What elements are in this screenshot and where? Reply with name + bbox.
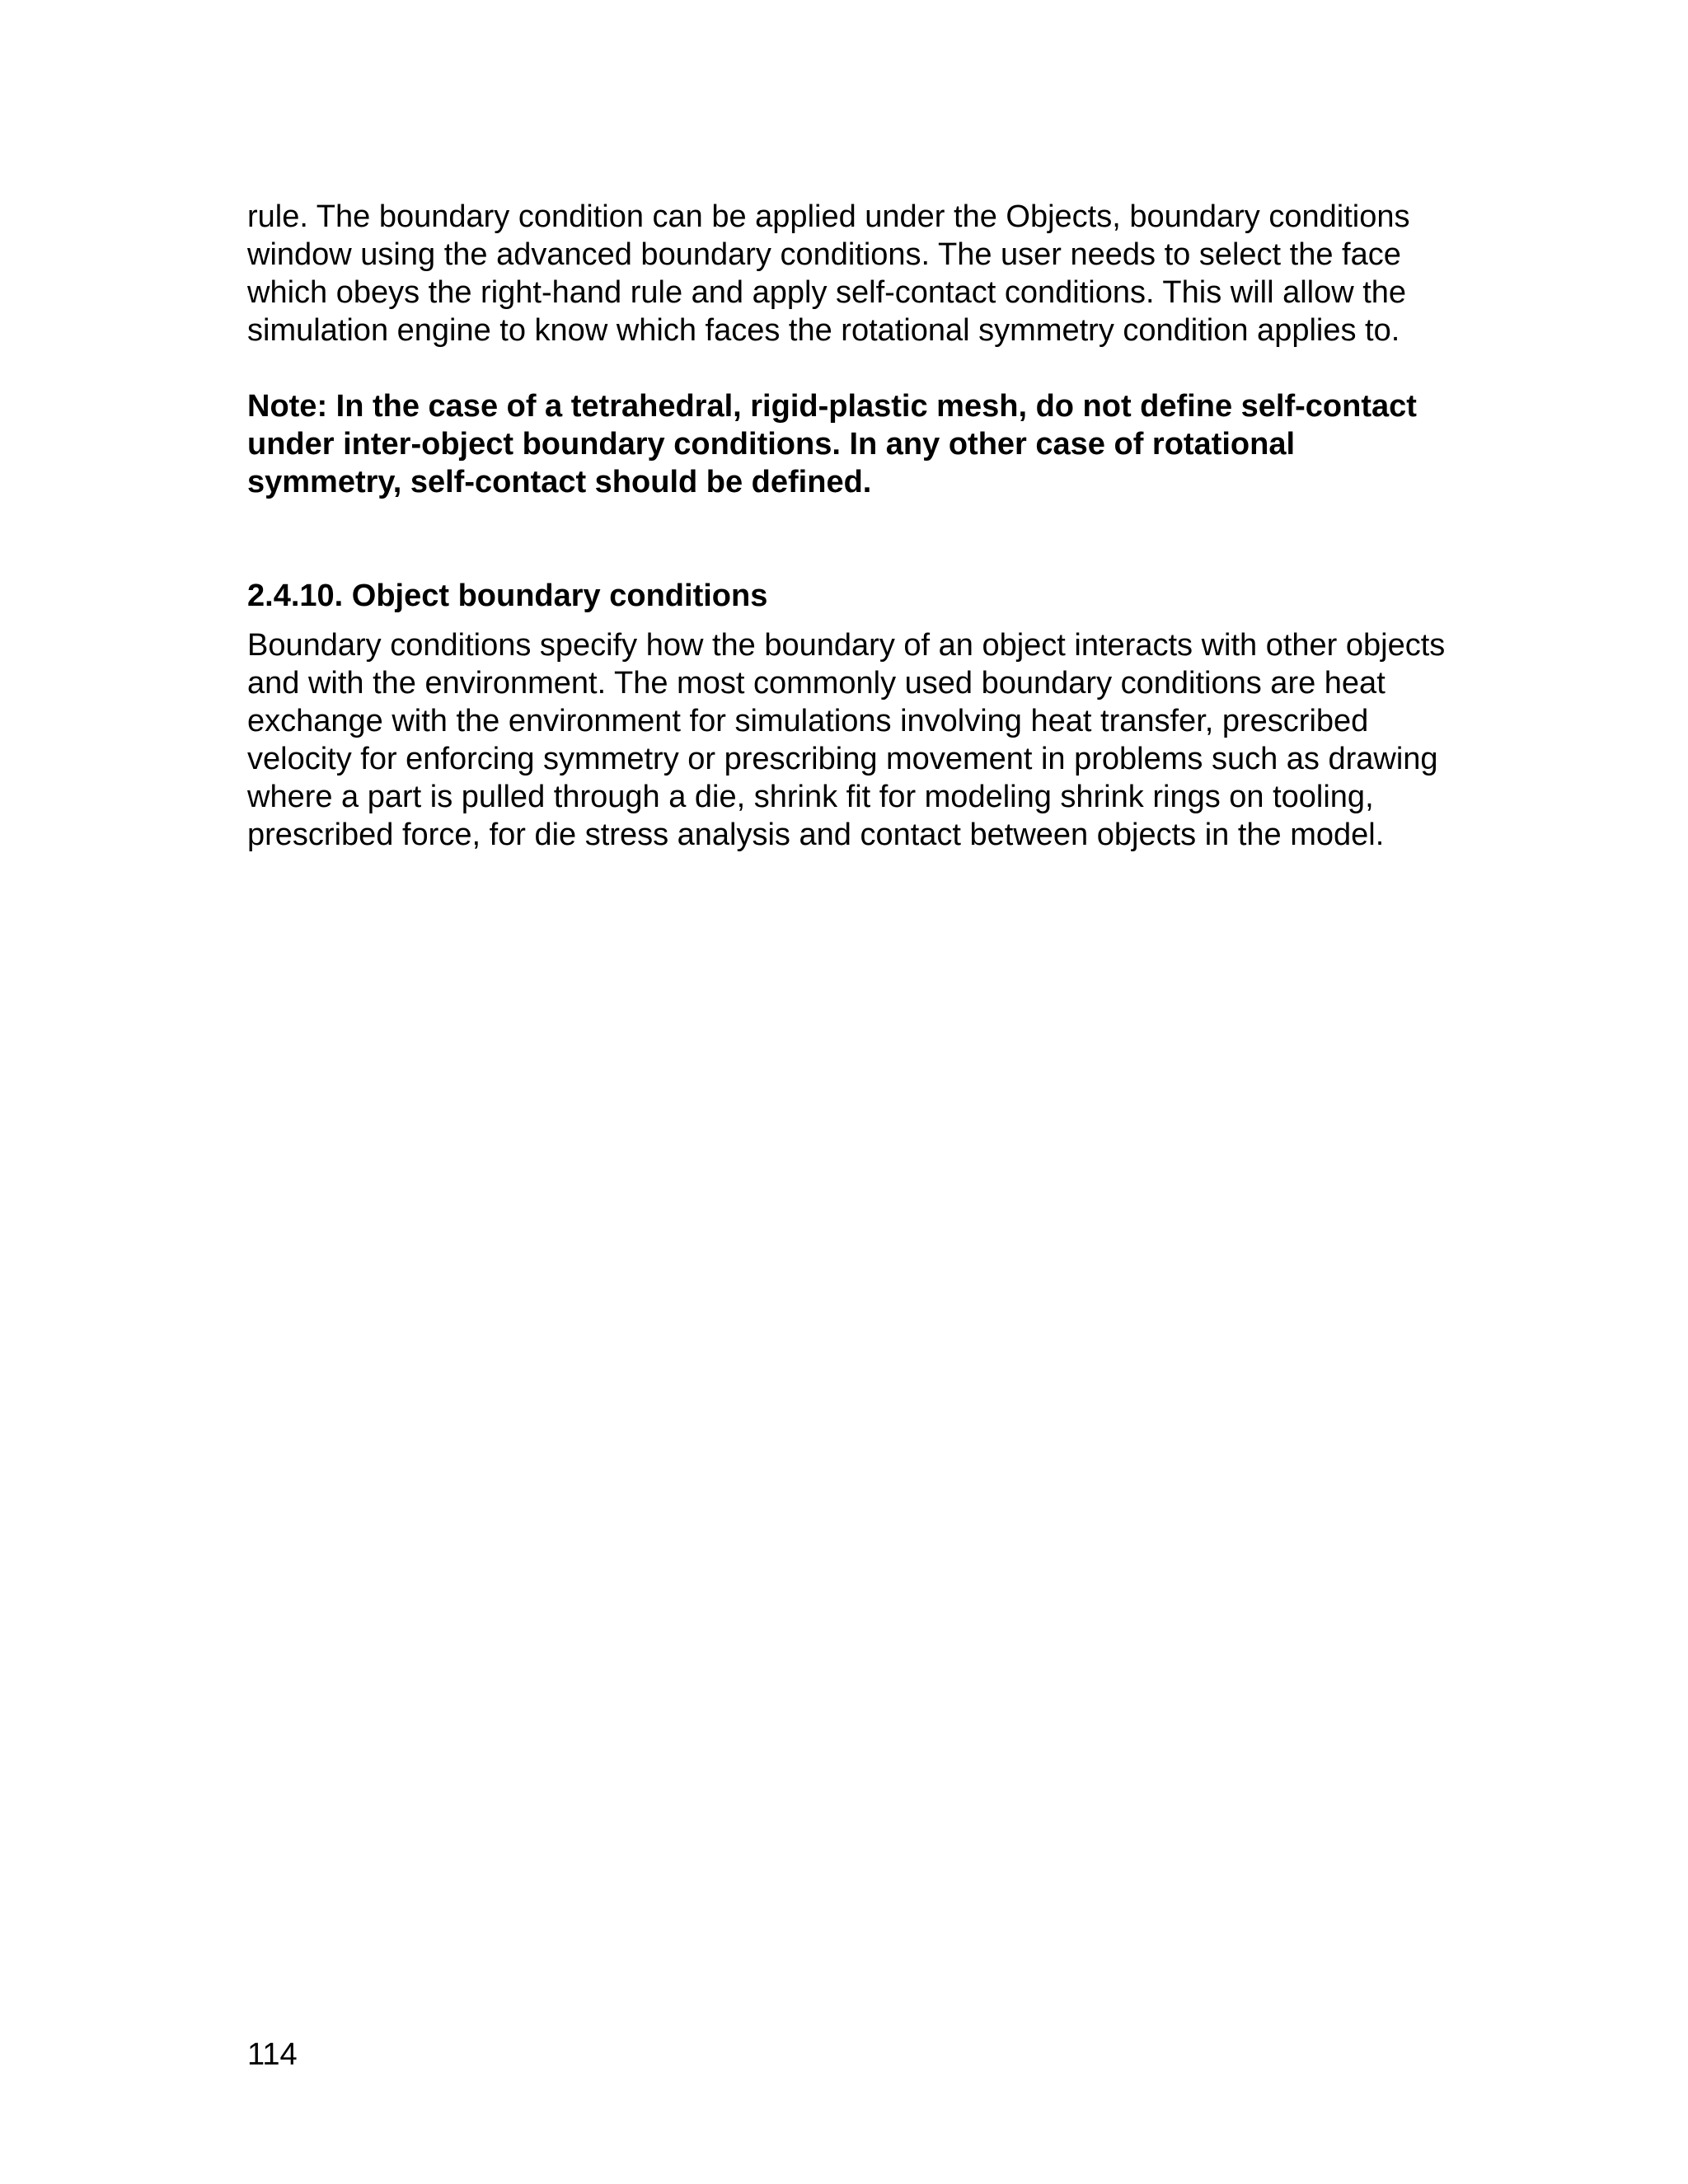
page-content [247, 198, 1451, 854]
paragraph-rotational-symmetry: rule. The boundary condition can be applied under the Objects, boundary conditions window using the advanced boundary conditions. The user needs to select the face which obeys the right-hand rule and apply self-contact conditions. This will allow the simulation engine to know which faces the rotational symmetry condition applies to. [247, 199, 1410, 348]
page-number: 114 [247, 2037, 298, 2072]
section-heading: 2.4.10. Object boundary conditions [247, 579, 768, 613]
note-self-contact: Note: In the case of a tetrahedral, rigid-plastic mesh, do not define self-contact under inter-object boundary conditions. In any other case of rotational symmetry, self-contact should be defined. [247, 389, 1417, 499]
paragraph-boundary-conditions: Boundary conditions specify how the boundary of an object interacts with other objects and with the environment. The most commonly used boundary conditions are heat exchange with the environment for simulations involving heat transfer, prescribed velocity for enforcing symmetry or prescribing movement in problems such as drawing where a part is pulled through a die, shrink fit for modeling shrink rings on tooling, prescribed force, for die stress analysis and contact between objects in the model. [247, 628, 1446, 852]
